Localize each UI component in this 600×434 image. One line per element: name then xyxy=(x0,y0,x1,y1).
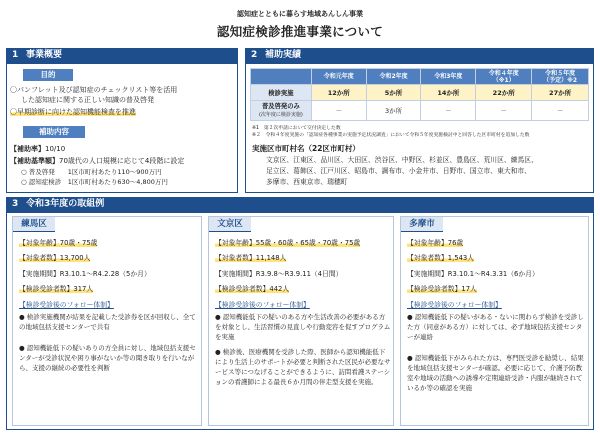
note-2: ※２ 令和４年度実施の「認知症各種事業の実施予定状況調査」において令和５年度実施検討中と回答した区市町村を追加した数 xyxy=(252,133,530,138)
target-count-text: 【対象者数】13,700人 xyxy=(19,254,91,262)
examinees-text: 【検診受診者数】442人 xyxy=(215,285,290,293)
section-number: 2 xyxy=(251,50,258,60)
follow-paragraph-2: ● 検診後、医療機関を受診した際、医師から認知機能低下により生活上のサポートが必要と判断された区民が必要なサービス等につなげることができるように、訪問看護ステーションの看護師による最長６か月間の伴走型支援を実施。 xyxy=(215,348,391,386)
note-1: ※1 第２次申請において交付決定した数 xyxy=(252,126,341,131)
table-cell xyxy=(251,101,312,121)
target-age xyxy=(215,239,360,248)
results-table xyxy=(250,68,589,121)
header-subtitle: 認知症とともに暮らす地域あんしん事業 xyxy=(237,10,363,18)
table-cell: 3か所 xyxy=(366,101,421,121)
table-cell: － xyxy=(421,101,476,121)
follow-paragraph-2: ● 認知機能低下の疑いありの方全員に対し、地域包括支援センターが受診状況や困り事がないか等の聞き取りを行いながら、支援の継続の必要性を判断 xyxy=(19,344,196,372)
examinees xyxy=(215,285,289,294)
target-age xyxy=(407,239,463,248)
section-label: 令和3年度の取組例 xyxy=(26,199,105,209)
table-row xyxy=(251,101,589,121)
municipalities-line-2: 足立区、葛飾区、江戸川区、昭島市、調布市、小金井市、日野市、国立市、東大和市、 xyxy=(266,167,532,175)
target-age-text: 【対象年齢】76歳 xyxy=(407,239,464,247)
section-label: 補助実績 xyxy=(265,50,302,60)
follow-title: 【検診受診後のフォロー体制】 xyxy=(215,301,310,309)
follow-paragraph-1: ● 認知機能低下の疑いのある方や生活改善の必要がある方を対象とし、生活習慣の見直しや行動変容を促すプログラムを実施 xyxy=(215,313,391,341)
section-2-box xyxy=(245,63,594,193)
table-cell: － xyxy=(476,101,532,121)
table-cell: － xyxy=(532,101,589,121)
table-row xyxy=(251,85,589,101)
table-header-cell: 令和４年度 （※1） xyxy=(476,69,532,85)
municipalities-label: 実施区市町村名（22区市町村） xyxy=(252,144,360,153)
table-cell: － xyxy=(311,101,366,121)
examinees-text: 【検診受診者数】317人 xyxy=(19,285,94,293)
table-cell: 5か所 xyxy=(366,85,421,101)
subsidy-rate-label: 【補助率】 xyxy=(10,145,45,153)
table-cell: 検診実施 xyxy=(251,85,312,101)
table-cell: 27か所 xyxy=(532,85,589,101)
section-1-box xyxy=(6,63,238,193)
municipalities-line-1: 文京区、江東区、品川区、大田区、渋谷区、中野区、杉並区、豊島区、荒川区、練馬区、 xyxy=(266,156,538,164)
follow-title: 【検診受診後のフォロー体制】 xyxy=(19,301,114,309)
follow-paragraph-1: ● 認知機能低下の疑いがある・ないに関わらず検診を受診した方（同意がある方）に対しては、必ず地域包括支援センターが連絡 xyxy=(407,313,584,341)
target-count-text: 【対象者数】1,543人 xyxy=(407,254,475,262)
purpose-line-3 xyxy=(10,108,136,117)
section-1-title xyxy=(6,48,238,63)
examinees xyxy=(19,285,93,294)
row2-sublabel: (次年度に検診実施) xyxy=(258,111,303,118)
base-amount xyxy=(10,157,184,166)
examinees xyxy=(407,285,477,294)
follow-paragraph-2: ● 認知機能低下がみられた方は、専門医受診を勧奨し、結果を地域包括支援センターが確認。必要に応じて、介護予防教室や地域の活動への誘導や定期連絡受診・内服が継続されているか等の確認を実施 xyxy=(407,354,584,392)
target-count-text: 【対象者数】11,148人 xyxy=(215,254,287,262)
examinees-text: 【検診受診者数】17人 xyxy=(407,285,477,293)
content-label: 補助内容 xyxy=(23,126,85,138)
period: 【実施期間】R3.10.1～R4.2.28（5か月） xyxy=(19,270,151,278)
section-3-title xyxy=(6,197,594,212)
table-cell: 22か所 xyxy=(476,85,532,101)
target-age xyxy=(19,239,97,248)
municipalities-line-3: 多摩市、西東京市、瑞穂町 xyxy=(266,178,348,186)
follow-title: 【検診受診後のフォロー体制】 xyxy=(407,301,502,309)
follow-paragraph-1: ● 検診実施機関が結果を記載した受診券を区が回収し、全ての地域包括支援センターで共有 xyxy=(19,313,196,331)
table-cell: 12か所 xyxy=(311,85,366,101)
section-number: 1 xyxy=(12,50,19,60)
period: 【実施期間】R3.10.1～R4.3.31（6か月） xyxy=(407,270,539,278)
table-cell: 14か所 xyxy=(421,85,476,101)
table-header-row xyxy=(251,69,589,85)
base-amount-text: 70歳代の人口規模に応じて4段階に設定 xyxy=(59,157,185,165)
purpose-line-1: 〇パンフレット及び認知症のチェックリスト等を活用 xyxy=(10,86,178,94)
base-amount-label: 【補助基準額】 xyxy=(10,157,59,165)
target-count xyxy=(407,254,474,263)
row2-label: 普及啓発のみ xyxy=(262,102,300,110)
table-header-cell xyxy=(251,69,312,85)
section-number: 3 xyxy=(12,199,19,209)
column-title: 練馬区 xyxy=(13,217,55,232)
example-tama xyxy=(400,216,589,426)
period: 【実施期間】R3.9.8～R3.9.11（4日間） xyxy=(215,270,343,278)
target-count xyxy=(215,254,286,263)
table-header-cell: 令和元年度 xyxy=(311,69,366,85)
column-title: 文京区 xyxy=(209,217,251,232)
page-title: 認知症検診推進事業について xyxy=(216,24,384,39)
section-2-title xyxy=(245,48,594,63)
target-age-text: 【対象年齢】55歳・60歳・65歳・70歳・75歳 xyxy=(215,239,361,247)
subsidy-rate xyxy=(10,145,65,154)
table-header-cell: 令和2年度 xyxy=(366,69,421,85)
table-header-cell: 令和3年度 xyxy=(421,69,476,85)
purpose-label: 目的 xyxy=(23,69,73,81)
purpose-line-3-text: 〇早期診断に向けた認知機能検査を推進 xyxy=(10,108,136,116)
column-title: 多摩市 xyxy=(401,217,443,232)
target-age-text: 【対象年齢】70歳・75歳 xyxy=(19,239,98,247)
table-header-cell: 令和５年度 （予定）※2 xyxy=(532,69,589,85)
base-item-1: ○ 普及啓発 1区市町村あたり110～900万円 xyxy=(21,168,162,176)
section-label: 事業概要 xyxy=(26,50,63,60)
example-bunkyo xyxy=(208,216,394,426)
subsidy-rate-value: 10/10 xyxy=(45,145,66,153)
example-nerima xyxy=(12,216,202,426)
purpose-line-2: した認知症に関する正しい知識の普及啓発 xyxy=(21,96,154,104)
base-item-2: ○ 認知症検診 1区市町村あたり630～4,800万円 xyxy=(21,178,168,186)
target-count xyxy=(19,254,90,263)
